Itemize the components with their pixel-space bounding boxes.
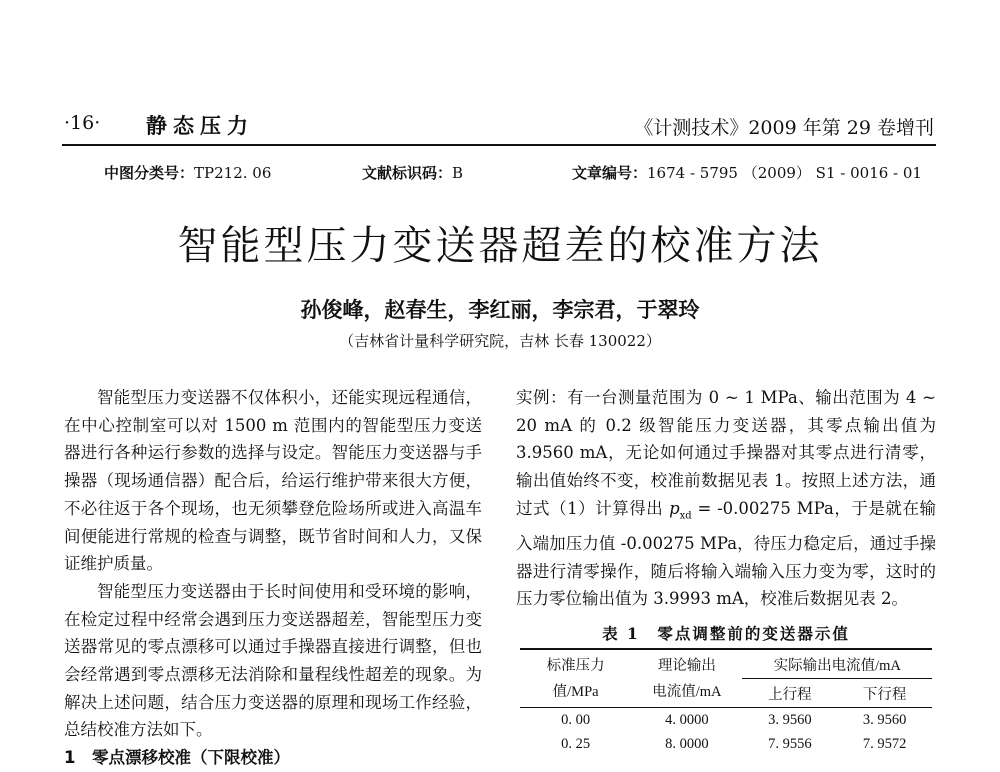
pressure-subscript: xd — [679, 510, 692, 522]
header-std-line1: 标准压力 — [546, 657, 605, 674]
section-heading-1: 1 零点漂移校准（下限校准） — [64, 748, 290, 768]
paragraph-problem: 智能型压力变送器由于长时间使用和受环境的影响，在检定过程中经常会遇到压力变送器超差，智能型压力变送器常见的零点漂移可以通过手操器直接进行调整，但也会经常遇到零点漂移无法消除和量程线性超差的现象。为解决上述问题，结合压力变送器的原理和现场工作经验，总结校准方法如下。 — [64, 581, 482, 740]
paragraph-intro: 智能型压力变送器不仅体积小，还能实现远程通信，在中心控制室可以对 1500 m 范围内的智能型压力变送器进行各种运行参数的选择与设定。智能压力变送器与手操器（现场通信器）配合后，给运行维护带来很大方便，不必往返于各个现场，也无须攀登危险场所或进入高温车间便能进行常规的检查与调整，既节省时间和人力，又保证维护质量。 — [64, 388, 482, 574]
page-number: ·16· — [64, 112, 101, 134]
data-table — [520, 648, 932, 756]
table-header-row — [520, 649, 932, 679]
header-standard-pressure — [520, 649, 631, 708]
article-number-label: 文章编号： — [572, 164, 648, 182]
header-actual-output: 实际输出电流值/mA — [742, 649, 932, 679]
table-row — [520, 708, 932, 733]
document-code-label: 文献标识码： — [362, 164, 453, 182]
article-number-value: 1674 - 5795 （2009） S1 - 0016 - 01 — [647, 164, 922, 182]
table-row — [520, 732, 932, 756]
affiliation: （吉林省计量科学研究院，吉林 长春 130022） — [339, 332, 661, 350]
header-theory-line2: 电流值/mA — [652, 683, 722, 700]
cell-down: 3. 9560 — [862, 711, 907, 728]
cell-pressure: 0. 25 — [561, 735, 591, 752]
pressure-symbol: p — [669, 498, 680, 518]
right-column — [516, 384, 936, 613]
journal-info: 《计测技术》2009 年第 29 卷增刊 — [634, 117, 934, 139]
header-theory-line1: 理论输出 — [657, 657, 716, 674]
classification-label: 中图分类号： — [104, 164, 195, 182]
article-number — [572, 162, 922, 183]
example-text-after: = -0.00275 MPa，于是就在输入端加压力值 -0.00275 MPa，待压力稳定后，通过手操器进行清零操作，随后将输入端输入压力变为零，这时的压力零位输出值为 3.9993 mA，校准后数据见表 2。 — [516, 498, 936, 609]
document-code-value: B — [452, 164, 464, 182]
paragraph-example — [516, 384, 936, 613]
classification-number — [104, 162, 271, 183]
cell-theory: 4. 0000 — [665, 711, 709, 728]
cell-down: 7. 9572 — [862, 735, 907, 752]
header-upstroke: 上行程 — [742, 679, 837, 708]
header-rule — [62, 144, 936, 146]
section-title: 静态压力 — [146, 113, 254, 138]
cell-up: 3. 9560 — [768, 711, 812, 728]
example-text-before: 实例：有一台测量范围为 0 ~ 1 MPa、输出范围为 4 ~ 20 mA 的 0.2 级智能压力变送器，其零点输出值为 3.9560 mA，无论如何通过手操器对其零点进行清零，输出值始终不变，校准前数据见表 1。按照上述方法，通过式（1）计算得出 — [516, 388, 936, 518]
left-column — [64, 384, 482, 772]
header-downstroke: 下行程 — [837, 679, 932, 708]
header-std-line2: 值/MPa — [552, 683, 599, 700]
cell-theory: 8. 0000 — [665, 735, 709, 752]
authors: 孙俊峰，赵春生，李红丽，李宗君，于翠玲 — [300, 297, 700, 322]
cell-up: 7. 9556 — [768, 735, 812, 752]
header-theoretical-output — [631, 649, 742, 708]
paper-title: 智能型压力变送器超差的校准方法 — [177, 223, 823, 269]
document-code — [362, 162, 463, 183]
cell-pressure: 0. 00 — [561, 711, 591, 728]
table-caption: 表 1 零点调整前的变送器示值 — [602, 624, 850, 643]
classification-value: TP212. 06 — [194, 164, 272, 182]
